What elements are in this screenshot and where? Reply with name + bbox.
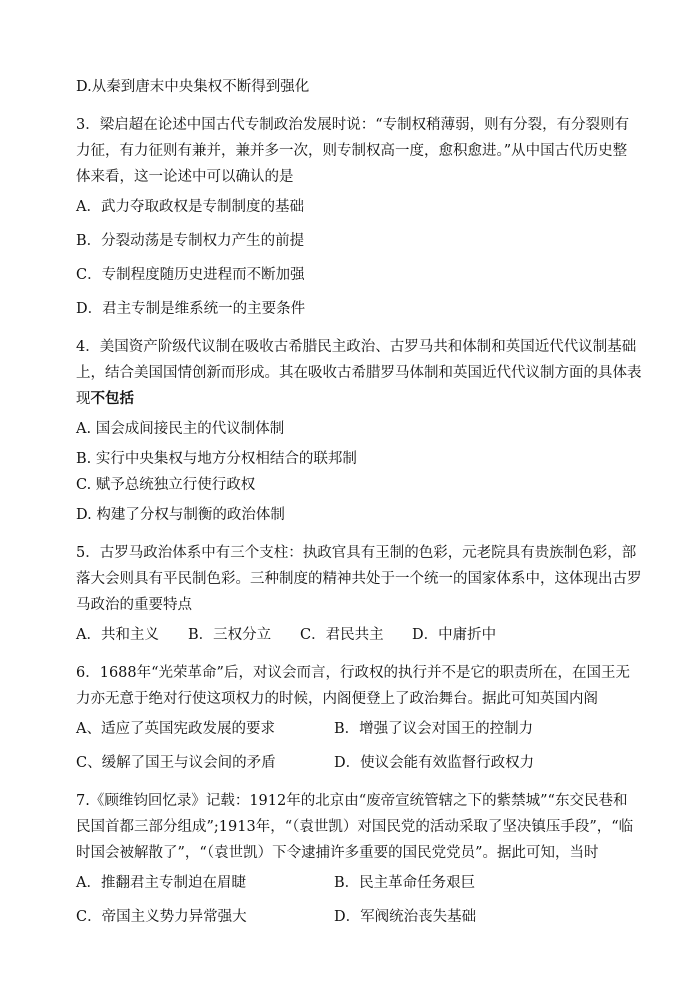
- question-5-options: [76, 618, 635, 652]
- question-5: [76, 540, 642, 652]
- question-4-emphasis: 不包括: [90, 390, 134, 407]
- question-4-stem-line: [76, 386, 635, 412]
- question-5-stem-line: 落大会则具有平民制色彩。三种制度的精神共处于一个统一的国家体系中，这体现出古罗: [76, 571, 642, 587]
- question-6-option-a: A、适应了英国宪政发展的要求: [76, 721, 275, 737]
- question-6-option-b: B．增强了议会对国王的控制力: [334, 721, 534, 737]
- question-3-option-b: B．分裂动荡是专制权力产生的前提: [76, 233, 305, 249]
- question-6-stem-line: 力亦无意于绝对行使这项权力的时候，内阁便登上了政治舞台。据此可知英国内阁: [76, 691, 598, 707]
- question-5-stem-line: 马政治的重要特点: [76, 597, 192, 613]
- question-5-option-c: C．君民共主: [300, 627, 384, 643]
- question-3-option-c: C．专制程度随历史进程而不断加强: [76, 267, 305, 283]
- question-4-option-a: A. 国会成间接民主的代议制体制: [76, 421, 285, 437]
- question-5-stem-line: 5．古罗马政治体系中有三个支柱：执政官具有王制的色彩，元老院具有贵族制色彩，部: [76, 545, 637, 561]
- question-5-option-b: B．三权分立: [188, 627, 272, 643]
- question-7-options-row: [76, 866, 635, 900]
- question-7-option-c: C．帝国主义势力异常强大: [76, 909, 247, 925]
- question-6-option-c: C、缓解了国王与议会间的矛盾: [76, 755, 276, 771]
- question-4-option-d: D. 构建了分权与制衡的政治体制: [76, 507, 285, 523]
- question-6-options-row: [76, 712, 635, 746]
- question-4: [76, 334, 642, 532]
- question-7-option-a: A．推翻君主专制迫在眉睫: [76, 875, 246, 891]
- question-4-stem-prefix: 现: [76, 391, 91, 407]
- question-3-stem-line: 体来看，这一论述中可以确认的是: [76, 169, 294, 185]
- prev-question-option-d: D.从秦到唐末中央集权不断得到强化: [76, 79, 310, 95]
- question-5-option-d: D．中庸折中: [412, 627, 497, 643]
- question-7-option-d: D．军阀统治丧失基础: [334, 909, 477, 925]
- question-4-option-b: B. 实行中央集权与地方分权相结合的联邦制: [76, 451, 357, 467]
- question-3-option-d: D．君主专制是维系统一的主要条件: [76, 301, 306, 317]
- question-7-options-row: [76, 900, 635, 934]
- question-7-stem-line: 7.《顾维钧回忆录》记载：1912年的北京由“废帝宣统管辖之下的紫禁城”“东交民巷和: [76, 793, 628, 809]
- question-7: [76, 788, 635, 934]
- question-3-stem-line: 3．梁启超在论述中国古代专制政治发展时说：“专制权稍薄弱，则有分裂，有分裂则有: [76, 117, 630, 133]
- question-4-stem-line: 上，结合美国国情创新而形成。其在吸收古希腊罗马体制和英国近代代议制方面的具体表: [76, 365, 642, 381]
- question-4-stem-line: 4．美国资产阶级代议制在吸收古希腊民主政治、古罗马共和体制和英国近代代议制基础: [76, 339, 637, 355]
- question-7-stem-line: 时国会被解散了”，“（袁世凯）下令逮捕许多重要的国民党党员”。据此可知，当时: [76, 845, 599, 861]
- question-4-option-c: C. 赋予总统独立行使行政权: [76, 477, 256, 493]
- question-6-stem-line: 6．1688年“光荣革命”后，对议会而言，行政权的执行并不是它的职责所在，在国王无: [76, 665, 630, 681]
- question-6-options-row: [76, 746, 635, 780]
- question-7-option-b: B．民主革命任务艰巨: [334, 875, 476, 891]
- question-7-stem-line: 民国首都三部分组成”;1913年，“（袁世凯）对国民党的活动采取了坚决镇压手段”，“临: [76, 819, 634, 835]
- question-6-option-d: D．使议会能有效监督行政权力: [334, 755, 535, 771]
- question-3: [76, 112, 635, 326]
- question-3-stem-line: 力征，有力征则有兼并，兼并多一次，则专制权高一度，愈积愈进。”从中国古代历史整: [76, 143, 628, 159]
- question-6: [76, 660, 635, 780]
- question-3-option-a: A．武力夺取政权是专制制度的基础: [76, 199, 304, 215]
- question-5-option-a: A．共和主义: [76, 627, 159, 643]
